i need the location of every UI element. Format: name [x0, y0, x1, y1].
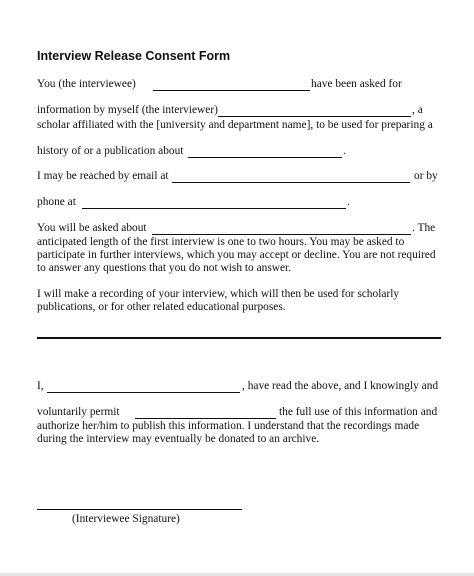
line-length: anticipated length of the first interview is one to two hours. You may be asked to: [37, 236, 405, 248]
line-history-tail: .: [343, 145, 346, 157]
line-interviewer-tail: , a: [412, 104, 423, 116]
line-scholar: scholar affiliated with the [university and department name], to be used for preparing a: [37, 119, 433, 131]
section-divider: [37, 337, 441, 339]
interviewer-name-blank[interactable]: [218, 116, 411, 117]
line-phone-tail: .: [347, 196, 350, 208]
line-archive: during the interview may eventually be donated to an archive.: [37, 433, 320, 445]
line-permit-tail: the full use of this information and: [279, 406, 438, 418]
line-interviewer-label: information by myself (the interviewer): [37, 104, 218, 116]
line-interviewee-tail: have been asked for: [311, 78, 402, 90]
signature-label: (Interviewee Signature): [72, 513, 180, 525]
email-blank[interactable]: [172, 182, 410, 183]
signer-name-blank[interactable]: [47, 392, 240, 393]
publication-topic-blank[interactable]: [188, 157, 342, 158]
line-topic-tail: . The: [412, 222, 436, 234]
line-permit-label: voluntarily permit: [37, 406, 120, 418]
line-email-label: I may be reached by email at: [37, 170, 169, 182]
line-authorize: authorize her/him to publish this information. I understand that the recordings made: [37, 420, 420, 432]
line-participate: participate in further interviews, which you may accept or decline. You are not required: [37, 249, 436, 261]
line-i-tail: , have read the above, and I knowingly and: [242, 380, 439, 392]
form-title: Interview Release Consent Form: [37, 49, 231, 63]
line-recording: I will make a recording of your interview, which will then be used for scholarly: [37, 288, 400, 300]
line-history-label: history of or a publication about: [37, 145, 184, 157]
line-topic-label: You will be asked about: [37, 222, 147, 234]
interview-topic-blank[interactable]: [152, 234, 411, 235]
line-publications: publications, or for other related educational purposes.: [37, 301, 286, 313]
permitted-person-blank[interactable]: [135, 418, 276, 419]
line-i-label: I,: [37, 380, 44, 392]
signature-line[interactable]: [37, 509, 242, 510]
line-email-tail: or by: [414, 170, 438, 182]
line-answer: to answer any questions that you do not wish to answer.: [37, 262, 292, 274]
phone-blank[interactable]: [82, 208, 346, 209]
line-phone-label: phone at: [37, 196, 76, 208]
interviewee-name-blank[interactable]: [153, 90, 310, 91]
line-interviewee-label: You (the interviewee): [37, 78, 136, 90]
